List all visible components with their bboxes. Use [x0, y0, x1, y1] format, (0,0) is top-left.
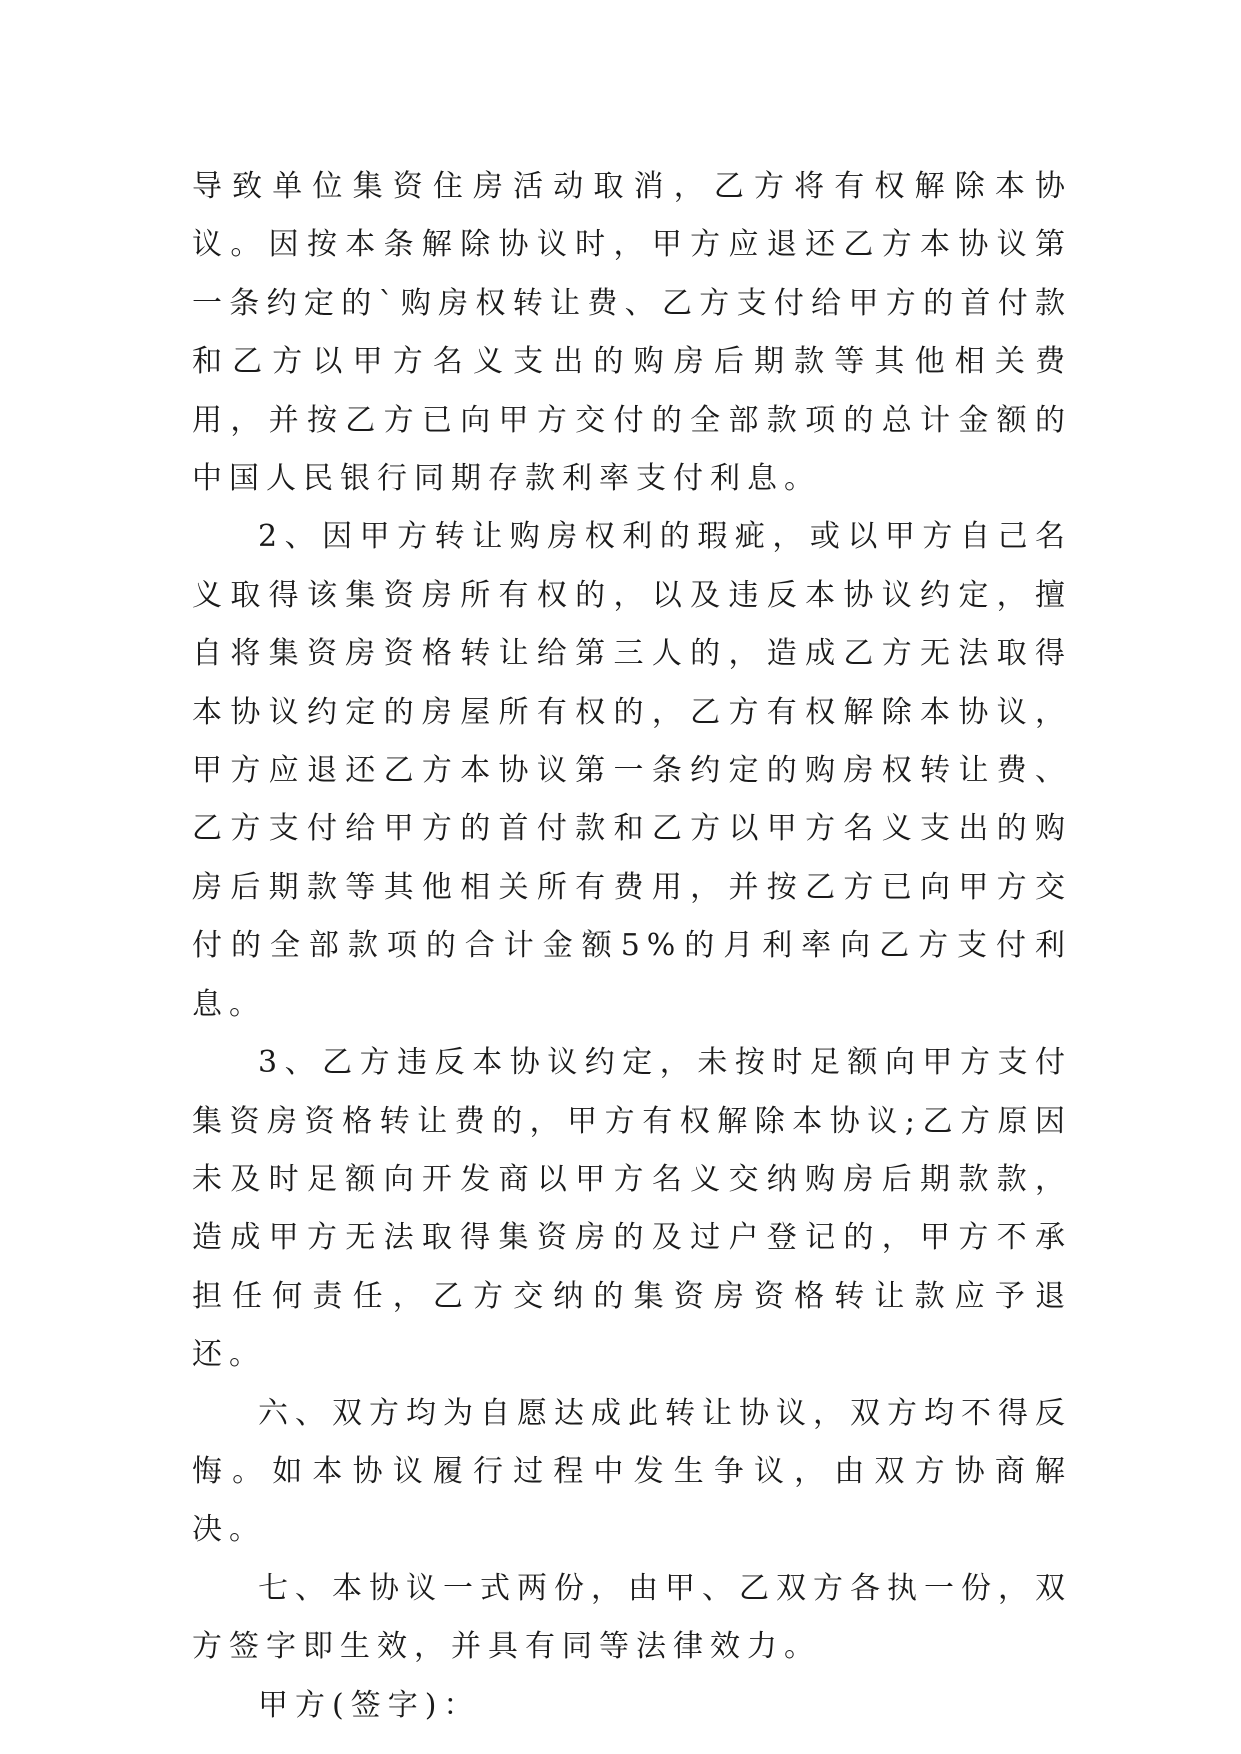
paragraph-article-6: 六、双方均为自愿达成此转让协议，双方均不得反悔。如本协议履行过程中发生争议，由双方协商解决。	[192, 1395, 1072, 1548]
paragraph-continuation: 导致单位集资住房活动取消，乙方将有权解除本协议。因按本条解除协议时，甲方应退还乙方本协议第一条约定的`购房权转让费、乙方支付给甲方的首付款和乙方以甲方名义支出的购房后期款等其他相关费用，并按乙方已向甲方交付的全部款项的总计金额的中国人民银行同期存款利率支付利息。	[192, 169, 1072, 497]
paragraph-clause-3: 3、乙方违反本协议约定，未按时足额向甲方支付集资房资格转让费的，甲方有权解除本协议;乙方原因未及时足额向开发商以甲方名义交纳购房后期款款，造成甲方无法取得集资房的及过户登记的，甲方不承担任何责任，乙方交纳的集资房资格转让款应予退还。	[192, 1045, 1072, 1373]
paragraph-clause-2: 2、因甲方转让购房权利的瑕疵，或以甲方自己名义取得该集资房所有权的，以及违反本协议约定，擅自将集资房资格转让给第三人的，造成乙方无法取得本协议约定的房屋所有权的，乙方有权解除本协议，甲方应退还乙方本协议第一条约定的购房权转让费、乙方支付给甲方的首付款和乙方以甲方名义支出的购房后期款等其他相关所有费用，并按乙方已向甲方交付的全部款项的合计金额5%的月利率向乙方支付利息。	[192, 519, 1072, 1022]
signature-party-a: 甲方(签字)：	[258, 1687, 481, 1723]
document-body	[192, 158, 1072, 1735]
paragraph-article-7: 七、本协议一式两份，由甲、乙双方各执一份，双方签字即生效，并具有同等法律效力。	[192, 1570, 1072, 1665]
